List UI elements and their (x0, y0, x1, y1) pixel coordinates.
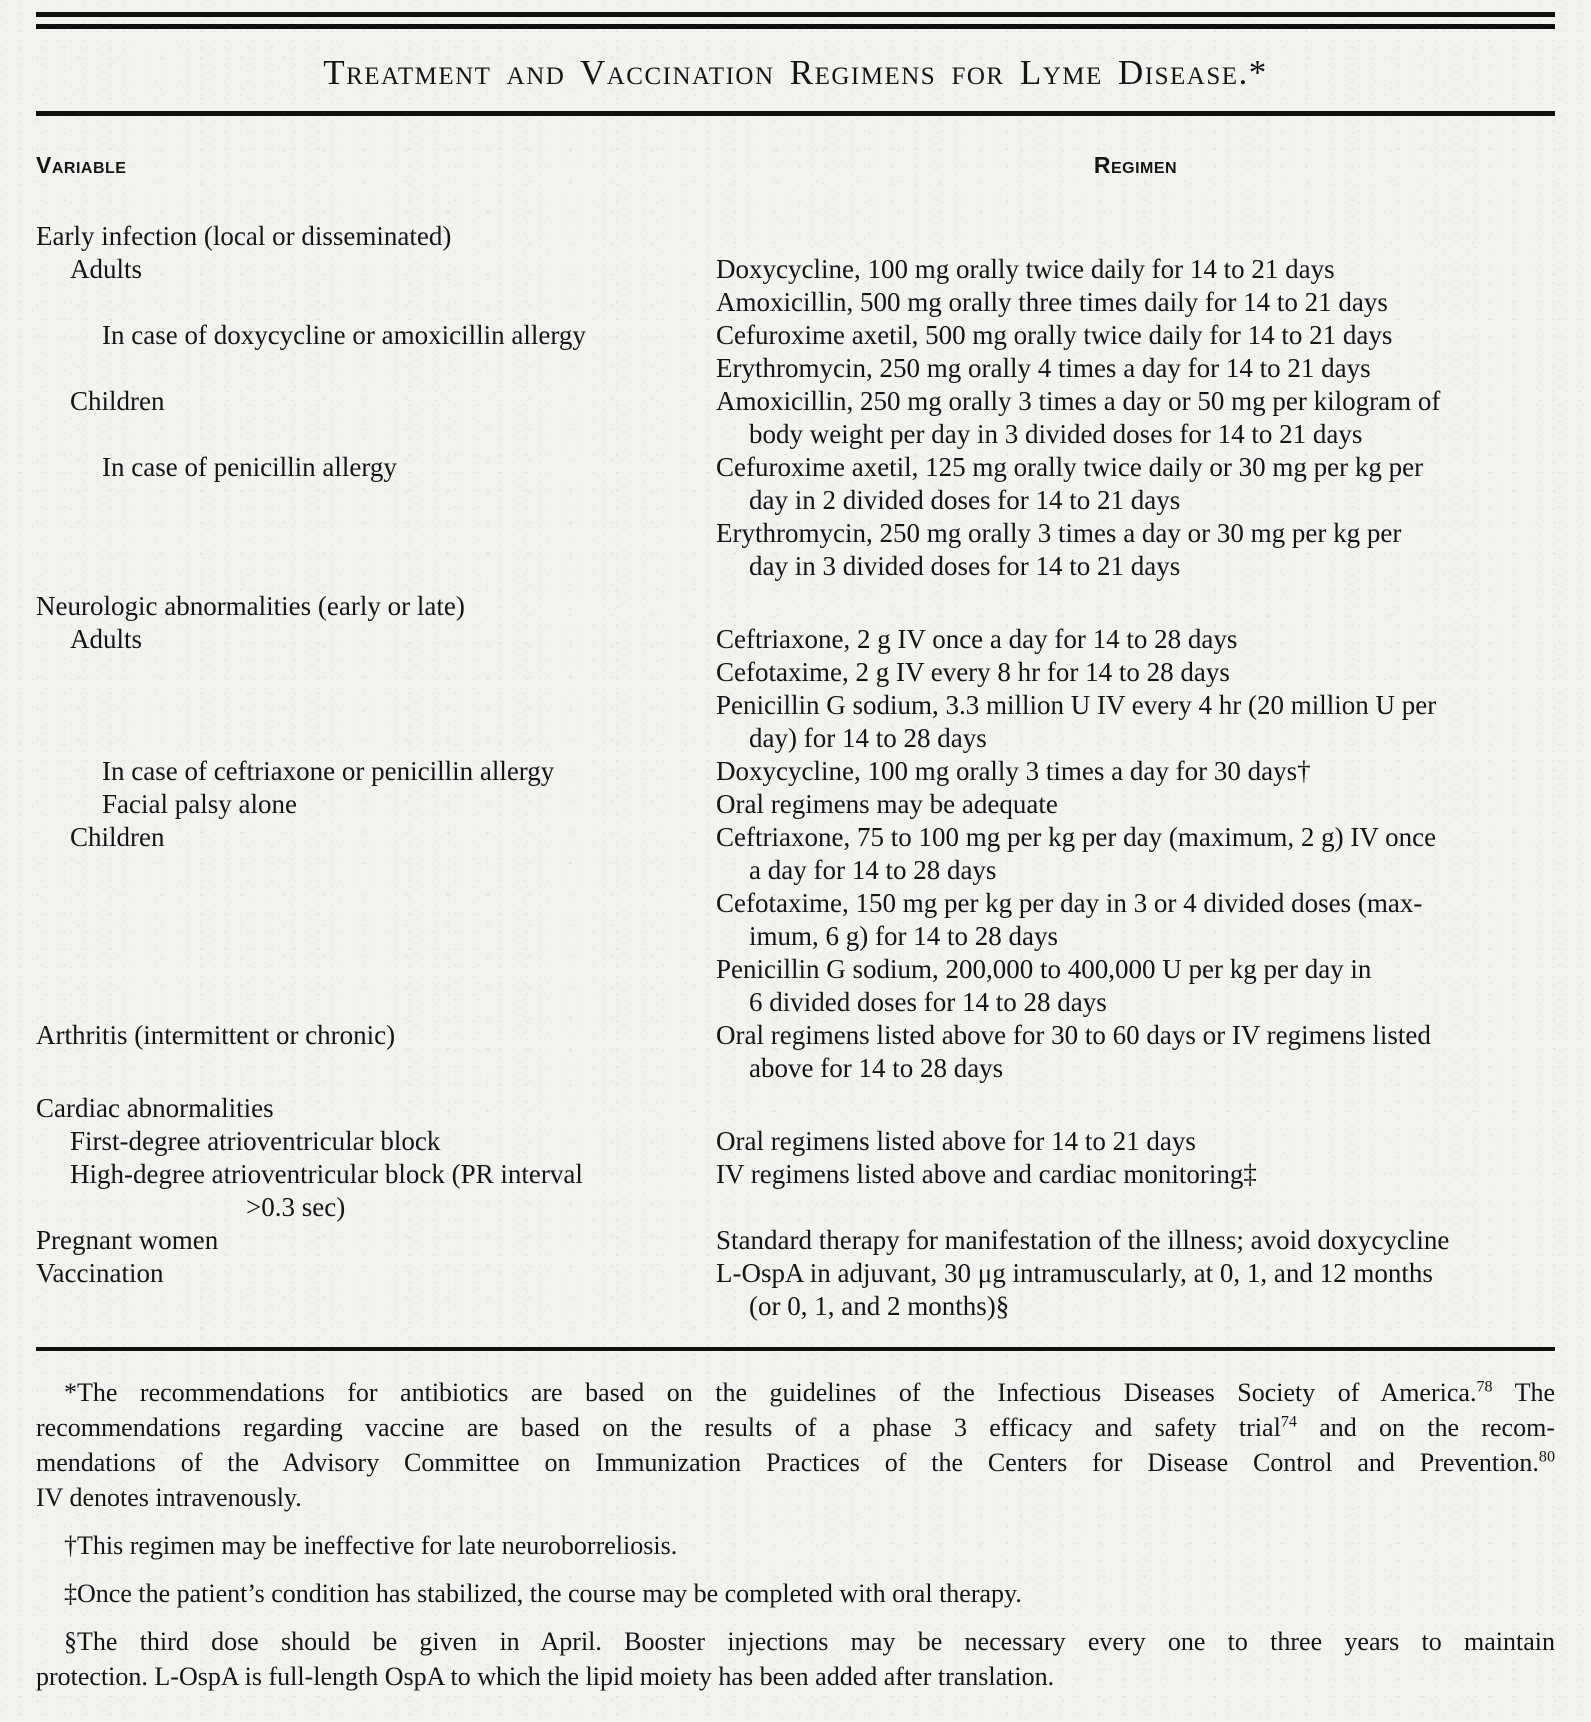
regimen-cell (716, 1158, 1555, 1191)
variable-label (36, 788, 716, 821)
reference-superscript: 74 (1280, 1413, 1297, 1431)
regimen-cell (716, 451, 1555, 583)
regimen-cell (716, 623, 1555, 755)
variable-label (36, 1257, 716, 1290)
title-rule (36, 111, 1555, 116)
variable-label (36, 1158, 716, 1224)
rule-line (36, 24, 1555, 29)
variable-label (36, 1125, 716, 1158)
regimen-line: day in 3 divided doses for 14 to 21 days (749, 551, 1181, 581)
regimen-line: Penicillin G sodium, 3.3 million U IV every 4 hr (20 million U per (716, 690, 1437, 720)
regimen-line: L-OspA in adjuvant, 30 μg intramuscularly, at 0, 1, and 12 months (716, 1258, 1433, 1288)
variable-label-line: In case of ceftriaxone or penicillin allergy (102, 756, 555, 786)
reference-superscript: 78 (1476, 1378, 1493, 1396)
regimen-line: Cefotaxime, 2 g IV every 8 hr for 14 to 28 days (716, 657, 1230, 687)
column-header-regimen: Regimen (1093, 152, 1178, 178)
variable-label-line: Arthritis (intermittent or chronic) (36, 1020, 396, 1050)
table-row (36, 319, 1555, 385)
variable-label-line: Children (70, 822, 165, 852)
column-headers (36, 152, 1555, 178)
regimen-line: Oral regimens may be adequate (716, 789, 1058, 819)
variable-label (36, 1224, 716, 1257)
regimen-line: Oral regimens listed above for 30 to 60 days or IV regimens listed (716, 1020, 1431, 1050)
page-title: Treatment and Vaccination Regimens for Lyme Disease.* (323, 53, 1268, 92)
regimen-cell (716, 755, 1555, 788)
top-double-rule (36, 12, 1555, 29)
variable-label (36, 451, 716, 484)
variable-label (36, 1092, 716, 1125)
regimen-line: Erythromycin, 250 mg orally 4 times a day for 14 to 21 days (716, 353, 1371, 383)
footnote (36, 1576, 1555, 1611)
regimen-cell (716, 821, 1555, 1019)
footnote (36, 1375, 1555, 1515)
variable-label (36, 385, 716, 418)
footnotes (36, 1375, 1555, 1694)
rule-line (36, 12, 1555, 17)
regimen-cell (716, 253, 1555, 319)
regimen-line: IV regimens listed above and cardiac monitoring‡ (716, 1159, 1257, 1189)
regimen-line: day) for 14 to 28 days (749, 723, 987, 753)
variable-label (36, 253, 716, 286)
table-row (36, 788, 1555, 821)
regimen-cell (716, 319, 1555, 385)
table-row (36, 451, 1555, 583)
regimen-cell (716, 385, 1555, 451)
footnote-line: *The recommendations for antibiotics are based on the guidelines of the Infectious Diseases Society of America.$^{78}$ The (64, 1378, 1556, 1407)
footnote (36, 1528, 1555, 1563)
table-row (36, 623, 1555, 755)
variable-label-line: Adults (70, 624, 143, 654)
footnote-line: IV denotes intravenously. (36, 1483, 302, 1512)
footnote-line: protection. L-OspA is full-length OspA to which the lipid moiety has been added after translation. (36, 1662, 1055, 1691)
regimen-line: Erythromycin, 250 mg orally 3 times a day or 30 mg per kg per (716, 518, 1402, 548)
footnote-line: §The third dose should be given in April. Booster injections may be necessary every one to three years to maintain (64, 1627, 1555, 1656)
variable-label-line: In case of doxycycline or amoxicillin allergy (102, 320, 586, 350)
regimen-line: Amoxicillin, 500 mg orally three times daily for 14 to 21 days (716, 287, 1388, 317)
table-row (36, 1125, 1555, 1158)
variable-label-line: Vaccination (36, 1258, 164, 1288)
regimen-line: Doxycycline, 100 mg orally twice daily for 14 to 21 days (716, 254, 1335, 284)
variable-label (36, 590, 716, 623)
variable-label (36, 319, 716, 352)
regimen-cell (716, 1257, 1555, 1323)
regimen-line: Penicillin G sodium, 200,000 to 400,000 U per kg per day in (716, 954, 1372, 984)
regimen-line: Cefotaxime, 150 mg per kg per day in 3 or 4 divided doses (max- (716, 888, 1423, 918)
table-row (36, 821, 1555, 1019)
footnote-line: †This regimen may be ineffective for late neuroborreliosis. (64, 1531, 678, 1560)
variable-label-line: Early infection (local or disseminated) (36, 221, 452, 251)
variable-label (36, 821, 716, 854)
regimen-cell (716, 1019, 1555, 1085)
reference-superscript: 80 (1538, 1448, 1555, 1466)
regimen-line: a day for 14 to 28 days (749, 855, 997, 885)
table-row (36, 385, 1555, 451)
table-row (36, 590, 1555, 623)
regimen-line: Doxycycline, 100 mg orally 3 times a day for 30 days† (716, 756, 1311, 786)
footnote (36, 1624, 1555, 1694)
regimen-line: Amoxicillin, 250 mg orally 3 times a day or 50 mg per kilogram of (716, 386, 1441, 416)
table-row (36, 1224, 1555, 1257)
regimen-line: Cefuroxime axetil, 500 mg orally twice daily for 14 to 21 days (716, 320, 1393, 350)
variable-label-line: >0.3 sec) (246, 1192, 346, 1222)
regimen-line: Oral regimens listed above for 14 to 21 days (716, 1126, 1196, 1156)
variable-label (36, 1019, 716, 1052)
regimen-line: Cefuroxime axetil, 125 mg orally twice daily or 30 mg per kg per (716, 452, 1424, 482)
regimen-line: body weight per day in 3 divided doses for 14 to 21 days (749, 419, 1363, 449)
variable-label-line: Cardiac abnormalities (36, 1093, 274, 1123)
variable-label-line: Adults (70, 254, 143, 284)
table-row (36, 253, 1555, 319)
variable-label-line: First-degree atrioventricular block (70, 1126, 441, 1156)
table-body (36, 220, 1555, 1323)
table-row (36, 1257, 1555, 1323)
variable-label-line: Neurologic abnormalities (early or late) (36, 591, 465, 621)
regimen-line: Ceftriaxone, 2 g IV once a day for 14 to 28 days (716, 624, 1238, 654)
variable-label-line: High-degree atrioventricular block (PR interval (70, 1159, 583, 1189)
variable-label-line: Facial palsy alone (102, 789, 297, 819)
footnote-line: mendations of the Advisory Committee on Immunization Practices of the Centers for Disease Control and Prevention.$^{80}$ (36, 1448, 1555, 1477)
table-row (36, 1092, 1555, 1125)
footnote-line: ‡Once the patient’s condition has stabilized, the course may be completed with oral therapy. (64, 1579, 1022, 1608)
column-header-variable: Variable (36, 152, 127, 178)
regimen-line: Ceftriaxone, 75 to 100 mg per kg per day (maximum, 2 g) IV once (716, 822, 1437, 852)
column-header-regimen-cell (716, 152, 1555, 178)
table-row (36, 1019, 1555, 1085)
regimen-cell (716, 1125, 1555, 1158)
regimen-line: 6 divided doses for 14 to 28 days (749, 987, 1107, 1017)
regimen-line: day in 2 divided doses for 14 to 21 days (749, 485, 1181, 515)
variable-label (36, 220, 716, 253)
variable-label-line: Pregnant women (36, 1225, 219, 1255)
footnote-rule (36, 1347, 1555, 1351)
regimen-cell (716, 788, 1555, 821)
variable-label (36, 755, 716, 788)
regimen-cell (716, 1224, 1555, 1257)
variable-label-line: In case of penicillin allergy (102, 452, 397, 482)
regimen-line: imum, 6 g) for 14 to 28 days (749, 921, 1058, 951)
table-row (36, 755, 1555, 788)
regimen-line: (or 0, 1, and 2 months)§ (749, 1291, 1010, 1321)
table-row (36, 1158, 1555, 1224)
footnote-line: recommendations regarding vaccine are based on the results of a phase 3 efficacy and safety trial$^{74}$ and on the recom- (36, 1413, 1555, 1442)
table-row (36, 220, 1555, 253)
variable-label-line: Children (70, 386, 165, 416)
regimen-line: Standard therapy for manifestation of the illness; avoid doxycycline (716, 1225, 1450, 1255)
variable-label (36, 623, 716, 656)
regimen-line: above for 14 to 28 days (749, 1053, 1004, 1083)
